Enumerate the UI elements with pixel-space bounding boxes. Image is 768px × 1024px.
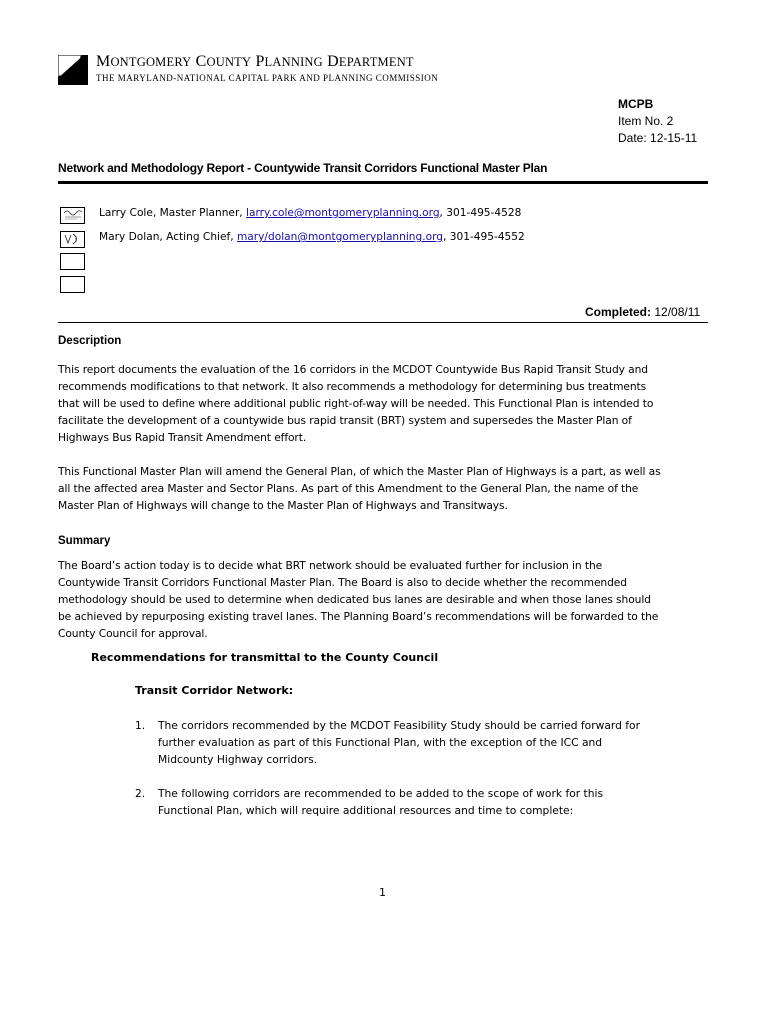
contact-row-1 [60,206,522,224]
empty-signature-box [60,276,85,293]
title-divider [58,181,708,184]
summary-paragraph: The Board’s action today is to decide what BRT network should be evaluated further for inclusion in the Countywide Transit Corridors Functional Master Plan. The Board is also to decide whether the recommended methodology should be used to determine when dedicated bus lanes are desirable and when those lanes should be achieved by repurposing existing travel lanes. The Planning Board’s recommendations will be forwarded to the County Council for approval. [58,559,659,640]
description-paragraph-2: This Functional Master Plan will amend the General Plan, of which the Master Plan of Highways is a part, as well as all the affected area Master and Sector Plans. As part of this Amendment to the General Plan, the name of the Master Plan of Highways will change to the Master Plan of Highways and Transitways. [58,465,661,512]
commission-name: THE MARYLAND-NATIONAL CAPITAL PARK AND PLANNING COMMISSION [96,73,439,83]
description-heading: Description [58,335,122,347]
recommendations-heading: Recommendations for transmittal to the County Council [91,651,439,664]
page-number: 1 [379,886,386,899]
signature-icon [62,232,84,246]
completed-date: Completed: 12/08/11 [585,305,701,319]
mcpb-label: MCPB [618,97,654,111]
description-paragraph-1: This report documents the evaluation of the 16 corridors in the MCDOT Countywide Bus Rapid Transit Study and recommends modifications to that network. It also recommends a methodology for determining bus treatments that will be used to define where additional public right-of-way will be needed. This Functional Plan is intended to facilitate the development of a countywide bus rapid transit (BRT) system and supersedes the Master Plan of Highways Bus Rapid Transit Amendment effort. [58,363,654,444]
meeting-date: Date: 12-15-11 [618,131,698,145]
completed-divider [58,322,708,323]
item-number: Item No. 2 [618,114,674,128]
email-link-larry-cole[interactable]: larry.cole@montgomeryplanning.org [246,207,440,219]
contact-row-2 [60,230,525,248]
summary-heading: Summary [58,535,111,547]
email-link-mary-dolan[interactable]: mary/dolan@montgomeryplanning.org [236,231,443,243]
department-name: MONTGOMERY COUNTY PLANNING DEPARTMENT [96,53,414,70]
meta-block [618,96,697,147]
staff-signature-box [60,207,85,224]
chief-signature-box [60,231,85,248]
list-number: 2. [135,787,146,800]
list-text: The corridors recommended by the MCDOT Feasibility Study should be carried forward for further evaluation as part of this Functional Plan, with the exception of the ICC and Midcounty Highway corridors. [158,719,640,766]
list-text: The following corridors are recommended to be added to the scope of work for this Functional Plan, which will require additional resources and time to complete: [158,787,604,817]
signature-icon [62,208,84,222]
contact-text-2: Mary Dolan, Acting Chief, mary/dolan@montgomeryplanning.org, 301-495-4552 [99,231,525,243]
report-title: Network and Methodology Report - Countywide Transit Corridors Functional Master Plan [58,161,548,175]
contact-text-1: Larry Cole, Master Planner, larry.cole@montgomeryplanning.org, 301-495-4528 [99,207,522,219]
mncppc-logo-icon [58,55,88,85]
list-number: 1. [135,719,146,732]
empty-signature-box [60,253,85,270]
network-heading: Transit Corridor Network: [135,684,294,697]
